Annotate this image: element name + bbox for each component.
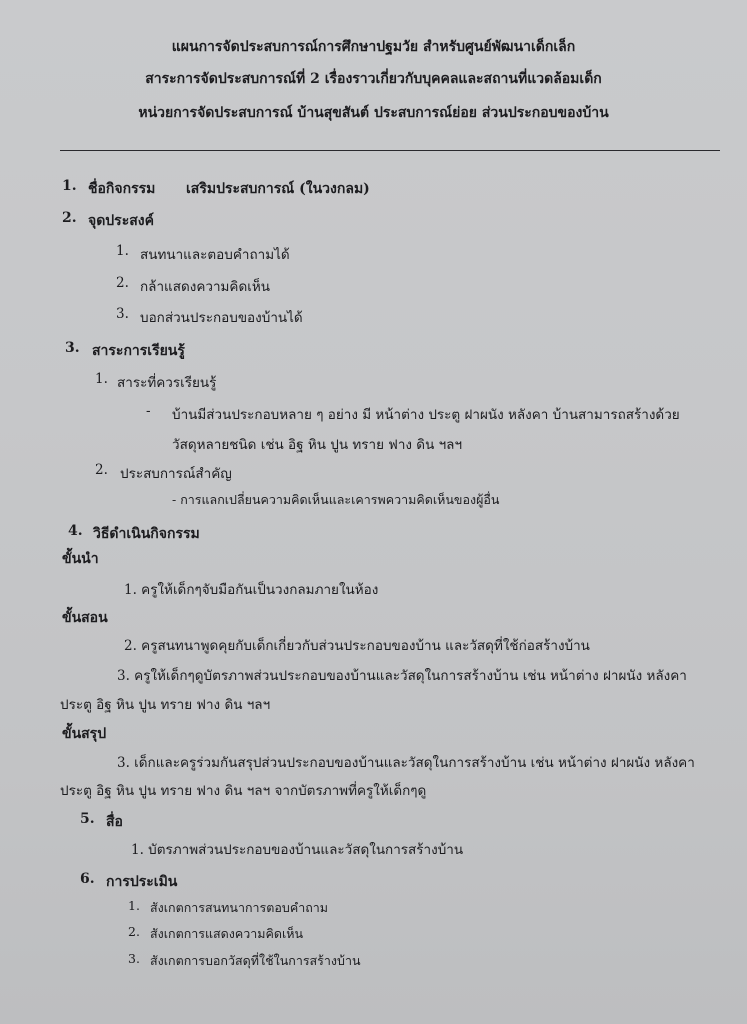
objective-number: 2. <box>116 275 129 291</box>
evaluation-text: สังเกตการสนทนาการตอบคำถาม <box>150 900 329 915</box>
header-divider <box>60 150 720 151</box>
section-4-label: วิธีดำเนินกิจกรรม <box>93 526 200 542</box>
section-1-number: 1. <box>62 178 77 194</box>
media-item: 1. บัตรภาพส่วนประกอบของบ้านและวัสดุในการสร้างบ้าน <box>131 842 464 858</box>
evaluation-number: 3. <box>128 951 140 966</box>
procedure-step-cont: ประตู อิฐ หิน ปูน ทราย ฟาง ดิน ฯลฯ <box>60 697 271 713</box>
evaluation-number: 2. <box>128 924 140 939</box>
stage-intro-label: ขั้นนำ <box>62 551 99 567</box>
procedure-step: 1. ครูให้เด็กๆจับมือกันเป็นวงกลมภายในห้อง <box>124 582 379 598</box>
content-sub-label: ประสบการณ์สำคัญ <box>120 466 232 482</box>
content-sub-number: 2. <box>95 462 108 478</box>
section-1-value: เสริมประสบการณ์ (ในวงกลม) <box>186 181 370 197</box>
section-2-label: จุดประสงค์ <box>88 213 154 229</box>
procedure-step: 2. ครูสนทนาพูดคุยกับเด็กเกี่ยวกับส่วนประกอบของบ้าน และวัสดุที่ใช้ก่อสร้างบ้าน <box>124 638 590 654</box>
section-6-label: การประเมิน <box>106 874 178 890</box>
section-4-number: 4. <box>68 523 83 539</box>
procedure-step: 3. ครูให้เด็กๆดูบัตรภาพส่วนประกอบของบ้านและวัสดุในการสร้างบ้าน เช่น หน้าต่าง ฝาผนัง หลังคา <box>117 668 687 684</box>
objective-text: บอกส่วนประกอบของบ้านได้ <box>140 310 303 326</box>
content-line: วัสดุหลายชนิด เช่น อิฐ หิน ปูน ทราย ฟาง ดิน ฯลฯ <box>172 437 463 453</box>
section-6-number: 6. <box>80 871 95 887</box>
content-line: บ้านมีส่วนประกอบหลาย ๆ อย่าง มี หน้าต่าง ประตู ฝาผนัง หลังคา บ้านสามารถสร้างด้วย <box>172 407 680 423</box>
objective-number: 1. <box>116 243 129 259</box>
section-2-number: 2. <box>62 210 77 226</box>
evaluation-number: 1. <box>128 898 140 913</box>
objective-text: สนทนาและตอบคำถามได้ <box>140 247 290 263</box>
objective-text: กล้าแสดงความคิดเห็น <box>140 279 270 295</box>
evaluation-text: สังเกตการบอกวัสดุที่ใช้ในการสร้างบ้าน <box>150 953 361 968</box>
key-experience-text: - การแลกเปลี่ยนความคิดเห็นและเคารพความคิดเห็นของผู้อื่น <box>172 492 500 507</box>
objective-number: 3. <box>116 306 129 322</box>
section-5-label: สื่อ <box>106 814 123 830</box>
evaluation-text: สังเกตการแสดงความคิดเห็น <box>150 926 304 941</box>
section-1-label: ชื่อกิจกรรม <box>88 181 156 197</box>
header-unit: หน่วยการจัดประสบการณ์ บ้านสุขสันต์ ประสบการณ์ย่อย ส่วนประกอบของบ้าน <box>138 105 609 121</box>
content-sub-label: สาระที่ควรเรียนรู้ <box>117 375 217 391</box>
procedure-step-cont: ประตู อิฐ หิน ปูน ทราย ฟาง ดิน ฯลฯ จากบัตรภาพที่ครูให้เด็กๆดู <box>60 783 427 799</box>
section-5-number: 5. <box>80 811 95 827</box>
header-subject: สาระการจัดประสบการณ์ที่ 2 เรื่องราวเกี่ยวกับบุคคลและสถานที่แวดล้อมเด็ก <box>145 71 602 87</box>
content-sub-number: 1. <box>95 371 108 387</box>
section-3-number: 3. <box>65 340 80 356</box>
procedure-step: 3. เด็กและครูร่วมกันสรุปส่วนประกอบของบ้านและวัสดุในการสร้างบ้าน เช่น หน้าต่าง ฝาผนัง หลังคา <box>117 755 695 771</box>
section-3-label: สาระการเรียนรู้ <box>92 343 185 359</box>
content-dash: - <box>146 403 151 419</box>
stage-summary-label: ขั้นสรุป <box>62 726 107 742</box>
stage-teach-label: ขั้นสอน <box>62 610 108 626</box>
header-title: แผนการจัดประสบการณ์การศึกษาปฐมวัย สำหรับศูนย์พัฒนาเด็กเล็ก <box>171 39 576 55</box>
